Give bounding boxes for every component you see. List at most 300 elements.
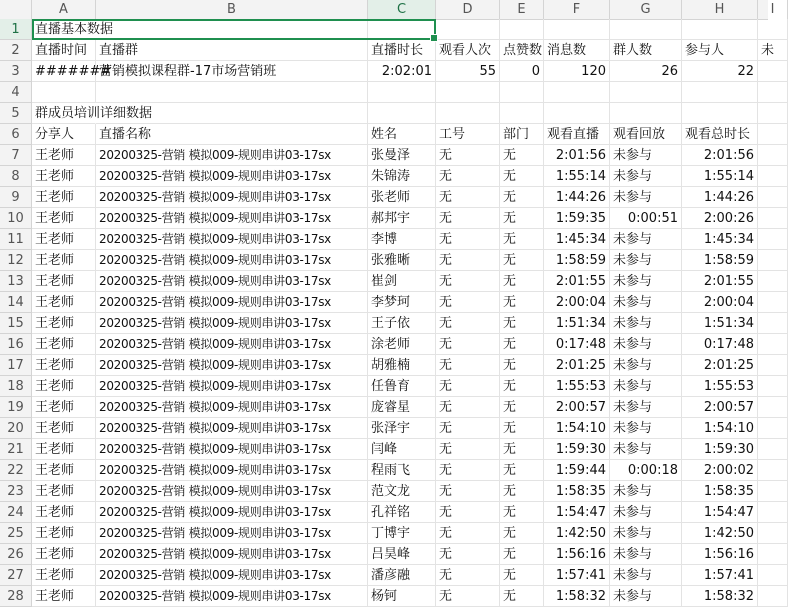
column-header-a[interactable]: A xyxy=(32,0,96,19)
sheet-row xyxy=(0,418,768,439)
cell-b18[interactable]: 20200325-营销 模拟009-规则串讲03-17sx xyxy=(96,376,368,397)
cell-i1[interactable] xyxy=(758,19,788,40)
cell-b11[interactable]: 20200325-营销 模拟009-规则串讲03-17sx xyxy=(96,229,368,250)
cell-a21[interactable]: 王老师 xyxy=(32,439,96,460)
column-header-g[interactable]: G xyxy=(610,0,682,19)
cell-g22[interactable]: 0:00:18 xyxy=(610,460,682,481)
row-header[interactable]: 10 xyxy=(0,208,32,229)
cell-e1[interactable] xyxy=(500,19,544,40)
cell-h23[interactable]: 1:58:35 xyxy=(682,481,758,502)
cell-h14[interactable]: 2:00:04 xyxy=(682,292,758,313)
cell-c5[interactable] xyxy=(368,103,436,124)
cell-i8[interactable] xyxy=(758,166,788,187)
cell-e25[interactable]: 无 xyxy=(500,523,544,544)
cell-h24[interactable]: 1:54:47 xyxy=(682,502,758,523)
cell-d28[interactable]: 无 xyxy=(436,586,500,607)
row-header[interactable]: 2 xyxy=(0,40,32,61)
cell-e27[interactable]: 无 xyxy=(500,565,544,586)
row-header[interactable]: 5 xyxy=(0,103,32,124)
cell-g11[interactable]: 未参与 xyxy=(610,229,682,250)
cell-i4[interactable] xyxy=(758,82,788,103)
cell-g27[interactable]: 未参与 xyxy=(610,565,682,586)
cell-g26[interactable]: 未参与 xyxy=(610,544,682,565)
cell-a28[interactable]: 王老师 xyxy=(32,586,96,607)
column-header-h[interactable]: H xyxy=(682,0,758,19)
cell-a4[interactable] xyxy=(32,82,96,103)
cell-i5[interactable] xyxy=(758,103,788,124)
cell-i25[interactable] xyxy=(758,523,788,544)
row-header[interactable]: 3 xyxy=(0,61,32,82)
cell-h8[interactable]: 1:55:14 xyxy=(682,166,758,187)
cell-i13[interactable] xyxy=(758,271,788,292)
cell-c18[interactable]: 任鲁育 xyxy=(368,376,436,397)
cell-h22[interactable]: 2:00:02 xyxy=(682,460,758,481)
cell-c17[interactable]: 胡雅楠 xyxy=(368,355,436,376)
cell-d10[interactable]: 无 xyxy=(436,208,500,229)
cell-c6[interactable]: 姓名 xyxy=(368,124,436,145)
cell-f14[interactable]: 2:00:04 xyxy=(544,292,610,313)
cell-d24[interactable]: 无 xyxy=(436,502,500,523)
cell-e5[interactable] xyxy=(500,103,544,124)
cell-c2[interactable]: 直播时长 xyxy=(368,40,436,61)
row-header[interactable]: 4 xyxy=(0,82,32,103)
cell-g21[interactable]: 未参与 xyxy=(610,439,682,460)
cell-h1[interactable] xyxy=(682,19,758,40)
row-header[interactable]: 25 xyxy=(0,523,32,544)
row-header[interactable]: 28 xyxy=(0,586,32,607)
cell-c24[interactable]: 孔祥铭 xyxy=(368,502,436,523)
cell-a12[interactable]: 王老师 xyxy=(32,250,96,271)
cell-e28[interactable]: 无 xyxy=(500,586,544,607)
cell-b2[interactable]: 直播群 xyxy=(96,40,368,61)
cell-f7[interactable]: 2:01:56 xyxy=(544,145,610,166)
cell-d7[interactable]: 无 xyxy=(436,145,500,166)
cell-f11[interactable]: 1:45:34 xyxy=(544,229,610,250)
cell-h5[interactable] xyxy=(682,103,758,124)
cell-f26[interactable]: 1:56:16 xyxy=(544,544,610,565)
cell-d12[interactable]: 无 xyxy=(436,250,500,271)
cell-h3[interactable]: 22 xyxy=(682,61,758,82)
cell-h17[interactable]: 2:01:25 xyxy=(682,355,758,376)
cell-b1[interactable] xyxy=(96,19,368,40)
cell-g9[interactable]: 未参与 xyxy=(610,187,682,208)
cell-a5[interactable]: 群成员培训详细数据 xyxy=(32,103,96,124)
cell-c16[interactable]: 涂老师 xyxy=(368,334,436,355)
cell-g28[interactable]: 未参与 xyxy=(610,586,682,607)
cell-d2[interactable]: 观看人次 xyxy=(436,40,500,61)
column-header-b[interactable]: B xyxy=(96,0,368,19)
cell-b28[interactable]: 20200325-营销 模拟009-规则串讲03-17sx xyxy=(96,586,368,607)
cell-c26[interactable]: 吕昊峰 xyxy=(368,544,436,565)
cell-f25[interactable]: 1:42:50 xyxy=(544,523,610,544)
cell-g3[interactable]: 26 xyxy=(610,61,682,82)
cell-i10[interactable] xyxy=(758,208,788,229)
cell-c4[interactable] xyxy=(368,82,436,103)
cell-g19[interactable]: 未参与 xyxy=(610,397,682,418)
cell-f10[interactable]: 1:59:35 xyxy=(544,208,610,229)
cell-b12[interactable]: 20200325-营销 模拟009-规则串讲03-17sx xyxy=(96,250,368,271)
cell-h11[interactable]: 1:45:34 xyxy=(682,229,758,250)
cell-a26[interactable]: 王老师 xyxy=(32,544,96,565)
cell-h4[interactable] xyxy=(682,82,758,103)
cell-a2[interactable]: 直播时间 xyxy=(32,40,96,61)
cell-c1[interactable] xyxy=(368,19,436,40)
column-header-f[interactable]: F xyxy=(544,0,610,19)
cell-d9[interactable]: 无 xyxy=(436,187,500,208)
cell-b5[interactable] xyxy=(96,103,368,124)
row-header[interactable]: 18 xyxy=(0,376,32,397)
cell-f6[interactable]: 观看直播 xyxy=(544,124,610,145)
cell-c23[interactable]: 范文龙 xyxy=(368,481,436,502)
cell-i19[interactable] xyxy=(758,397,788,418)
cell-d3[interactable]: 55 xyxy=(436,61,500,82)
cell-a16[interactable]: 王老师 xyxy=(32,334,96,355)
cell-a3[interactable]: ####### xyxy=(32,61,96,82)
cell-c11[interactable]: 李博 xyxy=(368,229,436,250)
row-header[interactable]: 7 xyxy=(0,145,32,166)
cell-b8[interactable]: 20200325-营销 模拟009-规则串讲03-17sx xyxy=(96,166,368,187)
cell-f17[interactable]: 2:01:25 xyxy=(544,355,610,376)
cell-g18[interactable]: 未参与 xyxy=(610,376,682,397)
cell-h20[interactable]: 1:54:10 xyxy=(682,418,758,439)
cell-e12[interactable]: 无 xyxy=(500,250,544,271)
column-header-d[interactable]: D xyxy=(436,0,500,19)
cell-e3[interactable]: 0 xyxy=(500,61,544,82)
cell-d11[interactable]: 无 xyxy=(436,229,500,250)
cell-b21[interactable]: 20200325-营销 模拟009-规则串讲03-17sx xyxy=(96,439,368,460)
cell-h13[interactable]: 2:01:55 xyxy=(682,271,758,292)
cell-i2[interactable]: 未 xyxy=(758,40,788,61)
cell-d22[interactable]: 无 xyxy=(436,460,500,481)
cell-d1[interactable] xyxy=(436,19,500,40)
cell-f5[interactable] xyxy=(544,103,610,124)
select-all-corner[interactable] xyxy=(0,0,32,19)
cell-i24[interactable] xyxy=(758,502,788,523)
cell-i14[interactable] xyxy=(758,292,788,313)
cell-d20[interactable]: 无 xyxy=(436,418,500,439)
row-header[interactable]: 12 xyxy=(0,250,32,271)
cell-h10[interactable]: 2:00:26 xyxy=(682,208,758,229)
cell-a27[interactable]: 王老师 xyxy=(32,565,96,586)
cell-g2[interactable]: 群人数 xyxy=(610,40,682,61)
sheet-row xyxy=(0,208,768,229)
cell-b3[interactable]: 营销模拟课程群-17市场营销班 xyxy=(96,61,368,82)
cell-h26[interactable]: 1:56:16 xyxy=(682,544,758,565)
cell-c21[interactable]: 闫峰 xyxy=(368,439,436,460)
cell-f4[interactable] xyxy=(544,82,610,103)
cell-d27[interactable]: 无 xyxy=(436,565,500,586)
cell-a20[interactable]: 王老师 xyxy=(32,418,96,439)
cell-b20[interactable]: 20200325-营销 模拟009-规则串讲03-17sx xyxy=(96,418,368,439)
sheet-row xyxy=(0,439,768,460)
cell-b24[interactable]: 20200325-营销 模拟009-规则串讲03-17sx xyxy=(96,502,368,523)
cell-i22[interactable] xyxy=(758,460,788,481)
cell-b4[interactable] xyxy=(96,82,368,103)
cell-i11[interactable] xyxy=(758,229,788,250)
cell-c10[interactable]: 郝邦宇 xyxy=(368,208,436,229)
cell-g20[interactable]: 未参与 xyxy=(610,418,682,439)
cell-e22[interactable]: 无 xyxy=(500,460,544,481)
cell-i20[interactable] xyxy=(758,418,788,439)
cell-f9[interactable]: 1:44:26 xyxy=(544,187,610,208)
cell-f1[interactable] xyxy=(544,19,610,40)
sheet-row xyxy=(0,481,768,502)
cell-e13[interactable]: 无 xyxy=(500,271,544,292)
cell-e19[interactable]: 无 xyxy=(500,397,544,418)
cell-d18[interactable]: 无 xyxy=(436,376,500,397)
cell-i12[interactable] xyxy=(758,250,788,271)
cell-h2[interactable]: 参与人 xyxy=(682,40,758,61)
cell-f13[interactable]: 2:01:55 xyxy=(544,271,610,292)
cell-b15[interactable]: 20200325-营销 模拟009-规则串讲03-17sx xyxy=(96,313,368,334)
cell-e26[interactable]: 无 xyxy=(500,544,544,565)
cell-a22[interactable]: 王老师 xyxy=(32,460,96,481)
cell-f2[interactable]: 消息数 xyxy=(544,40,610,61)
cell-c25[interactable]: 丁博宇 xyxy=(368,523,436,544)
cell-c14[interactable]: 李梦珂 xyxy=(368,292,436,313)
cell-a10[interactable]: 王老师 xyxy=(32,208,96,229)
cell-e11[interactable]: 无 xyxy=(500,229,544,250)
cell-i3[interactable] xyxy=(758,61,788,82)
cell-f16[interactable]: 0:17:48 xyxy=(544,334,610,355)
cell-a19[interactable]: 王老师 xyxy=(32,397,96,418)
cell-e21[interactable]: 无 xyxy=(500,439,544,460)
cell-h18[interactable]: 1:55:53 xyxy=(682,376,758,397)
row-header[interactable]: 1 xyxy=(0,19,32,40)
cell-h28[interactable]: 1:58:32 xyxy=(682,586,758,607)
cell-f24[interactable]: 1:54:47 xyxy=(544,502,610,523)
cell-a23[interactable]: 王老师 xyxy=(32,481,96,502)
cell-f15[interactable]: 1:51:34 xyxy=(544,313,610,334)
row-header[interactable]: 23 xyxy=(0,481,32,502)
cell-e20[interactable]: 无 xyxy=(500,418,544,439)
cell-i28[interactable] xyxy=(758,586,788,607)
cell-b27[interactable]: 20200325-营销 模拟009-规则串讲03-17sx xyxy=(96,565,368,586)
cell-b23[interactable]: 20200325-营销 模拟009-规则串讲03-17sx xyxy=(96,481,368,502)
row-header[interactable]: 17 xyxy=(0,355,32,376)
cell-b17[interactable]: 20200325-营销 模拟009-规则串讲03-17sx xyxy=(96,355,368,376)
cell-f28[interactable]: 1:58:32 xyxy=(544,586,610,607)
cell-e10[interactable]: 无 xyxy=(500,208,544,229)
cell-a1[interactable]: 直播基本数据 xyxy=(32,19,96,40)
cell-a15[interactable]: 王老师 xyxy=(32,313,96,334)
cell-g15[interactable]: 未参与 xyxy=(610,313,682,334)
cell-g14[interactable]: 未参与 xyxy=(610,292,682,313)
cell-b19[interactable]: 20200325-营销 模拟009-规则串讲03-17sx xyxy=(96,397,368,418)
cell-h16[interactable]: 0:17:48 xyxy=(682,334,758,355)
cell-h6[interactable]: 观看总时长 xyxy=(682,124,758,145)
cell-i9[interactable] xyxy=(758,187,788,208)
cell-c19[interactable]: 庞睿星 xyxy=(368,397,436,418)
cell-c27[interactable]: 潘彦融 xyxy=(368,565,436,586)
cell-e9[interactable]: 无 xyxy=(500,187,544,208)
cell-c22[interactable]: 程雨飞 xyxy=(368,460,436,481)
cell-g17[interactable]: 未参与 xyxy=(610,355,682,376)
row-header[interactable]: 27 xyxy=(0,565,32,586)
row-header[interactable]: 20 xyxy=(0,418,32,439)
cell-f3[interactable]: 120 xyxy=(544,61,610,82)
cell-c7[interactable]: 张曼泽 xyxy=(368,145,436,166)
cell-b9[interactable]: 20200325-营销 模拟009-规则串讲03-17sx xyxy=(96,187,368,208)
row-header[interactable]: 6 xyxy=(0,124,32,145)
cell-e15[interactable]: 无 xyxy=(500,313,544,334)
cell-b26[interactable]: 20200325-营销 模拟009-规则串讲03-17sx xyxy=(96,544,368,565)
cell-a7[interactable]: 王老师 xyxy=(32,145,96,166)
cell-c12[interactable]: 张雅晰 xyxy=(368,250,436,271)
cell-g5[interactable] xyxy=(610,103,682,124)
cell-d15[interactable]: 无 xyxy=(436,313,500,334)
cell-a6[interactable]: 分享人 xyxy=(32,124,96,145)
cell-d25[interactable]: 无 xyxy=(436,523,500,544)
cell-d26[interactable]: 无 xyxy=(436,544,500,565)
row-header[interactable]: 21 xyxy=(0,439,32,460)
cell-a25[interactable]: 王老师 xyxy=(32,523,96,544)
cell-d8[interactable]: 无 xyxy=(436,166,500,187)
cell-f8[interactable]: 1:55:14 xyxy=(544,166,610,187)
cell-e17[interactable]: 无 xyxy=(500,355,544,376)
row-header[interactable]: 8 xyxy=(0,166,32,187)
cell-g12[interactable]: 未参与 xyxy=(610,250,682,271)
cell-c28[interactable]: 杨钶 xyxy=(368,586,436,607)
sheet-row xyxy=(0,523,768,544)
row-header[interactable]: 13 xyxy=(0,271,32,292)
cell-h9[interactable]: 1:44:26 xyxy=(682,187,758,208)
cell-h19[interactable]: 2:00:57 xyxy=(682,397,758,418)
sheet-row xyxy=(0,586,768,607)
cell-d4[interactable] xyxy=(436,82,500,103)
column-header-e[interactable]: E xyxy=(500,0,544,19)
cell-g13[interactable]: 未参与 xyxy=(610,271,682,292)
cell-d19[interactable]: 无 xyxy=(436,397,500,418)
sheet-row xyxy=(0,376,768,397)
cell-g16[interactable]: 未参与 xyxy=(610,334,682,355)
cell-c3[interactable]: 2:02:01 xyxy=(368,61,436,82)
cell-a13[interactable]: 王老师 xyxy=(32,271,96,292)
cell-h15[interactable]: 1:51:34 xyxy=(682,313,758,334)
cell-b10[interactable]: 20200325-营销 模拟009-规则串讲03-17sx xyxy=(96,208,368,229)
cell-e2[interactable]: 点赞数 xyxy=(500,40,544,61)
cell-c13[interactable]: 崔剑 xyxy=(368,271,436,292)
cell-a24[interactable]: 王老师 xyxy=(32,502,96,523)
cell-g10[interactable]: 0:00:51 xyxy=(610,208,682,229)
cell-i6[interactable] xyxy=(758,124,788,145)
cell-c8[interactable]: 朱锦涛 xyxy=(368,166,436,187)
row-header[interactable]: 19 xyxy=(0,397,32,418)
cell-b7[interactable]: 20200325-营销 模拟009-规则串讲03-17sx xyxy=(96,145,368,166)
cell-i18[interactable] xyxy=(758,376,788,397)
cell-h21[interactable]: 1:59:30 xyxy=(682,439,758,460)
row-header[interactable]: 24 xyxy=(0,502,32,523)
row-header[interactable]: 9 xyxy=(0,187,32,208)
cell-i27[interactable] xyxy=(758,565,788,586)
cell-b14[interactable]: 20200325-营销 模拟009-规则串讲03-17sx xyxy=(96,292,368,313)
cell-h25[interactable]: 1:42:50 xyxy=(682,523,758,544)
row-header[interactable]: 22 xyxy=(0,460,32,481)
cell-d13[interactable]: 无 xyxy=(436,271,500,292)
cell-i15[interactable] xyxy=(758,313,788,334)
cell-h27[interactable]: 1:57:41 xyxy=(682,565,758,586)
cell-e16[interactable]: 无 xyxy=(500,334,544,355)
cell-h12[interactable]: 1:58:59 xyxy=(682,250,758,271)
cell-b25[interactable]: 20200325-营销 模拟009-规则串讲03-17sx xyxy=(96,523,368,544)
cell-f20[interactable]: 1:54:10 xyxy=(544,418,610,439)
cell-d21[interactable]: 无 xyxy=(436,439,500,460)
cell-e6[interactable]: 部门 xyxy=(500,124,544,145)
row-header[interactable]: 26 xyxy=(0,544,32,565)
cell-e24[interactable]: 无 xyxy=(500,502,544,523)
cell-d14[interactable]: 无 xyxy=(436,292,500,313)
cell-g23[interactable]: 未参与 xyxy=(610,481,682,502)
cell-e23[interactable]: 无 xyxy=(500,481,544,502)
cell-b6[interactable]: 直播名称 xyxy=(96,124,368,145)
cell-g24[interactable]: 未参与 xyxy=(610,502,682,523)
cell-g25[interactable]: 未参与 xyxy=(610,523,682,544)
cell-a8[interactable]: 王老师 xyxy=(32,166,96,187)
cell-d17[interactable]: 无 xyxy=(436,355,500,376)
cell-c9[interactable]: 张老师 xyxy=(368,187,436,208)
cell-i26[interactable] xyxy=(758,544,788,565)
cell-d16[interactable]: 无 xyxy=(436,334,500,355)
cell-d5[interactable] xyxy=(436,103,500,124)
cell-e14[interactable]: 无 xyxy=(500,292,544,313)
cell-g7[interactable]: 未参与 xyxy=(610,145,682,166)
cell-e8[interactable]: 无 xyxy=(500,166,544,187)
sheet-row xyxy=(0,271,768,292)
cell-a14[interactable]: 王老师 xyxy=(32,292,96,313)
column-header-i[interactable]: I xyxy=(758,0,788,19)
cell-a11[interactable]: 王老师 xyxy=(32,229,96,250)
cell-h7[interactable]: 2:01:56 xyxy=(682,145,758,166)
cell-i21[interactable] xyxy=(758,439,788,460)
cell-f22[interactable]: 1:59:44 xyxy=(544,460,610,481)
cell-g4[interactable] xyxy=(610,82,682,103)
cell-a18[interactable]: 王老师 xyxy=(32,376,96,397)
cell-i16[interactable] xyxy=(758,334,788,355)
cell-f21[interactable]: 1:59:30 xyxy=(544,439,610,460)
cell-g8[interactable]: 未参与 xyxy=(610,166,682,187)
cell-e4[interactable] xyxy=(500,82,544,103)
cell-f19[interactable]: 2:00:57 xyxy=(544,397,610,418)
sheet-row xyxy=(0,502,768,523)
cell-i23[interactable] xyxy=(758,481,788,502)
cell-f23[interactable]: 1:58:35 xyxy=(544,481,610,502)
cell-c15[interactable]: 王子依 xyxy=(368,313,436,334)
cell-d23[interactable]: 无 xyxy=(436,481,500,502)
cell-d6[interactable]: 工号 xyxy=(436,124,500,145)
cell-a9[interactable]: 王老师 xyxy=(32,187,96,208)
cell-b16[interactable]: 20200325-营销 模拟009-规则串讲03-17sx xyxy=(96,334,368,355)
cell-i7[interactable] xyxy=(758,145,788,166)
cell-e18[interactable]: 无 xyxy=(500,376,544,397)
cell-g1[interactable] xyxy=(610,19,682,40)
cell-f27[interactable]: 1:57:41 xyxy=(544,565,610,586)
cell-e7[interactable]: 无 xyxy=(500,145,544,166)
row-header[interactable]: 11 xyxy=(0,229,32,250)
cell-c20[interactable]: 张泽宇 xyxy=(368,418,436,439)
cell-i17[interactable] xyxy=(758,355,788,376)
cell-b22[interactable]: 20200325-营销 模拟009-规则串讲03-17sx xyxy=(96,460,368,481)
row-header[interactable]: 14 xyxy=(0,292,32,313)
cell-f18[interactable]: 1:55:53 xyxy=(544,376,610,397)
cell-g6[interactable]: 观看回放 xyxy=(610,124,682,145)
row-header[interactable]: 16 xyxy=(0,334,32,355)
sheet-row xyxy=(0,229,768,250)
row-header[interactable]: 15 xyxy=(0,313,32,334)
cell-f12[interactable]: 1:58:59 xyxy=(544,250,610,271)
column-header-c[interactable]: C xyxy=(368,0,436,19)
cell-b13[interactable]: 20200325-营销 模拟009-规则串讲03-17sx xyxy=(96,271,368,292)
cell-a17[interactable]: 王老师 xyxy=(32,355,96,376)
